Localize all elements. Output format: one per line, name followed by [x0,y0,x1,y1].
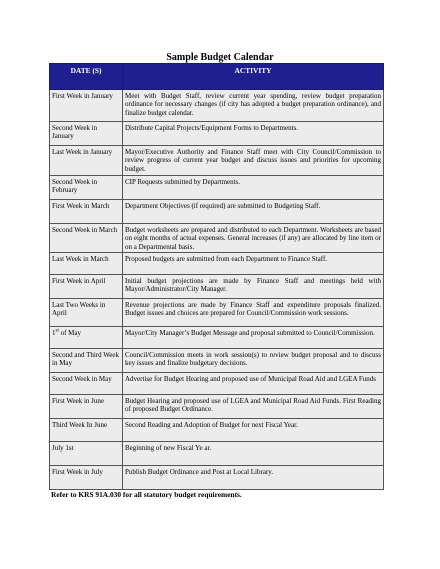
table-header-row [50,64,384,90]
date-day: 1 [52,329,56,337]
table-row [50,224,384,253]
activity-cell: Meet with Budget Staff, review current year spending, review budget preparation ordinance for necessary changes (if city has adopted a budget preparation ordinance), and finalize budget calendar. [123,90,384,122]
date-cell [50,327,123,349]
date-cell: First Week in January [50,90,123,122]
activity-cell: Distribute Capital Projects/Equipment Forms to Departments. [123,122,384,146]
table-row [50,253,384,275]
activity-cell: Initial budget projections are made by Finance Staff and meetings held with Mayor/Administrator/City Manager. [123,275,384,299]
budget-calendar-table [49,63,384,490]
table-row [50,395,384,419]
table-row [50,349,384,373]
date-cell: Second Week in March [50,224,123,253]
activity-cell: Beginning of new Fiscal Ye ar. [123,442,384,466]
activity-cell: Advertise for Budget Hearing and proposed use of Municipal Road Aid and LGEA Funds [123,373,384,395]
date-cell: Second Week in May [50,373,123,395]
table-row [50,466,384,490]
table-row [50,146,384,176]
date-cell: First Week in March [50,200,123,224]
date-cell: Second Week in February [50,176,123,200]
activity-cell: CIP Requests submitted by Departments. [123,176,384,200]
date-cell: First Week in April [50,275,123,299]
statutory-reference-note: Refer to KRS 91A.030 for all statutory budget requirements. [51,490,242,499]
date-cell: Last Two Weeks in April [50,299,123,327]
activity-cell: Revenue projections are made by Finance Staff and expenditure proposals finalized. Budget issues and choices are prepared for Council/Commission work sessions. [123,299,384,327]
table-row [50,442,384,466]
date-column-header: DATE (S) [50,64,123,90]
activity-cell: Publish Budget Ordinance and Post at Local Library. [123,466,384,490]
activity-cell: Mayor/Executive Authority and Finance Staff meet with City Council/Commission to review progress of current year budget and discuss issues and priorities for upcoming budget. [123,146,384,176]
table-row [50,176,384,200]
date-cell: Second Week in January [50,122,123,146]
activity-cell: Budget Hearing and proposed use of LGEA and Municipal Road Aid Funds. First Reading of proposed Budget Ordinance. [123,395,384,419]
activity-cell: Council/Commission meets in work session(s) to review budget proposal and to discuss key issues and finalize budgetary decisions. [123,349,384,373]
date-cell: Last Week in January [50,146,123,176]
date-month: of May [58,329,82,337]
activity-cell: Department Objectives (if required) are submitted to Budgeting Staff. [123,200,384,224]
table-row [50,275,384,299]
activity-column-header: ACTIVITY [123,64,384,90]
activity-cell: Mayor/City Manager’s Budget Message and proposal submitted to Council/Commission. [123,327,384,349]
date-cell: First Week in July [50,466,123,490]
activity-cell: Proposed budgets are submitted from each Department to Finance Staff. [123,253,384,275]
date-cell: Last Week in March [50,253,123,275]
date-cell: Third Week In June [50,419,123,442]
date-cell: July 1st [50,442,123,466]
table-row [50,200,384,224]
activity-cell: Budget worksheets are prepared and distributed to each Department. Worksheets are based on eight months of actual expenses. General increases (if any) are allocated by line item or on a Departmental basis. [123,224,384,253]
date-cell: Second and Third Week in May [50,349,123,373]
date-cell: First Week in June [50,395,123,419]
table-row [50,299,384,327]
table-row [50,373,384,395]
table-row [50,122,384,146]
table-row [50,327,384,349]
table-row [50,90,384,122]
page-title: Sample Budget Calendar [166,52,274,63]
date-ordinal: st [55,328,59,334]
table-row [50,419,384,442]
activity-cell: Second Reading and Adoption of Budget for next Fiscal Year. [123,419,384,442]
